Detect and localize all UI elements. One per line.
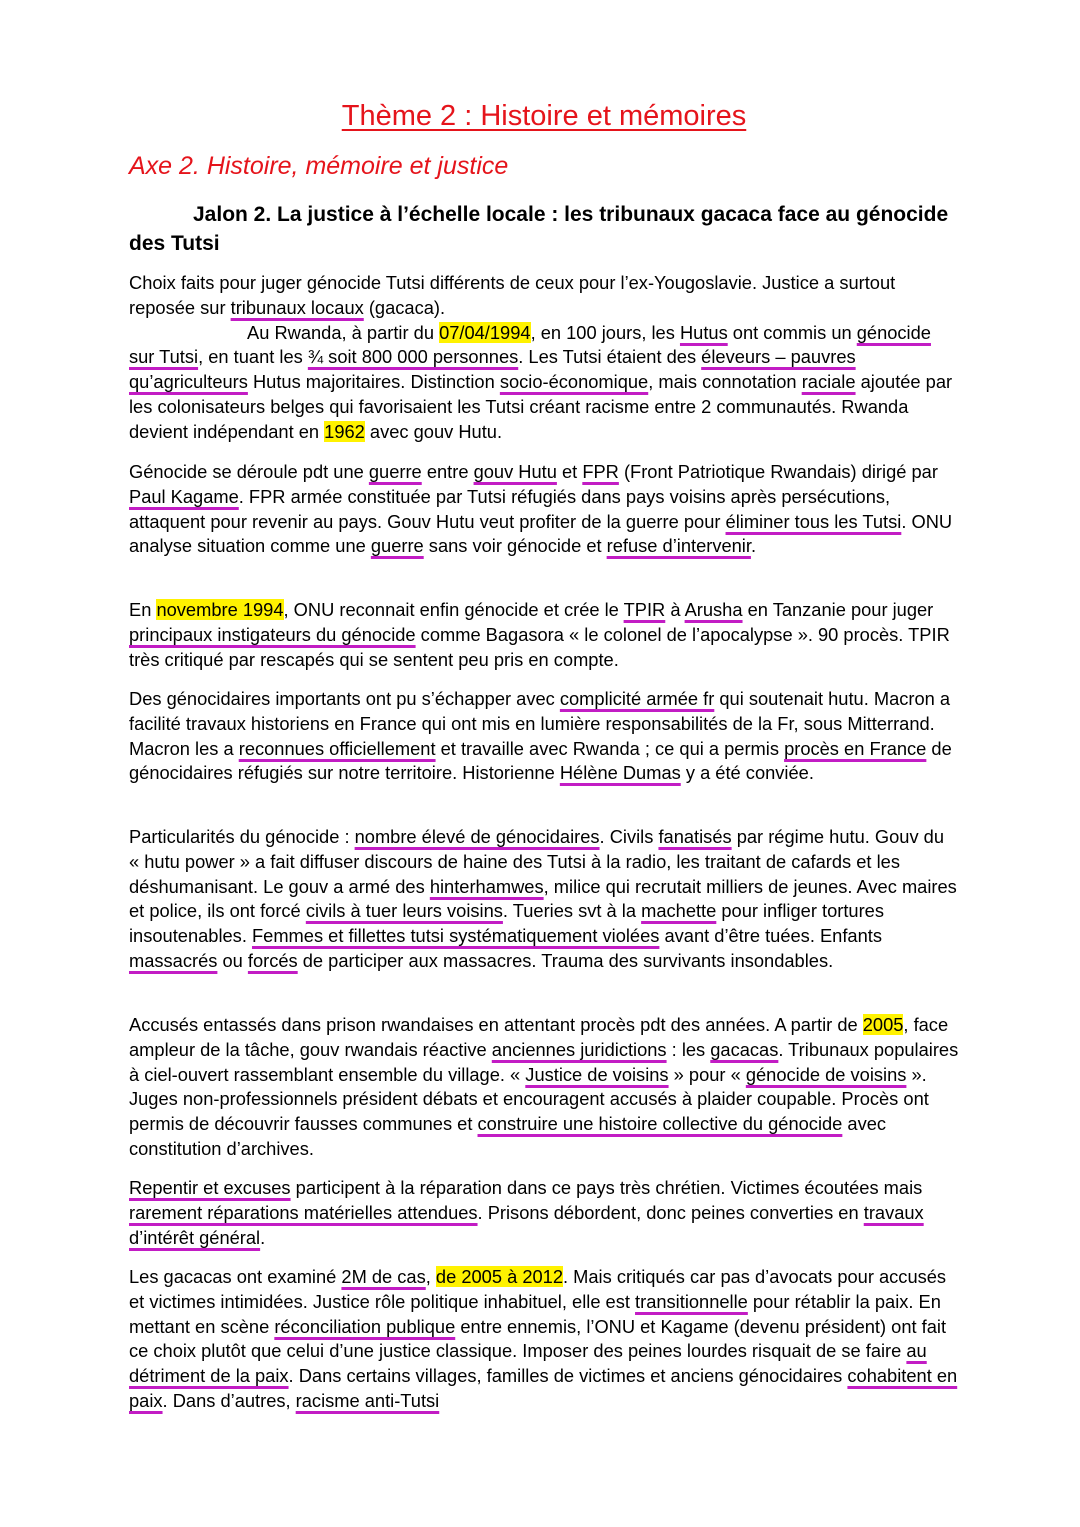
- underlined-term: gacacas: [710, 1038, 779, 1060]
- highlighted-date: 07/04/1994: [439, 321, 531, 343]
- underlined-term: hinterhamwes: [429, 875, 544, 897]
- paragraph-3: En novembre 1994, ONU reconnait enfin génocide et crée le TPIR à Arusha en Tanzanie pour juger principaux instigateurs du génocide comme Bagasora « le colonel de l’apocalypse ». 90 procès. TPIR très critiqué par rescapés qui se sentent peu pris en compte.: [129, 599, 950, 670]
- underlined-term: ¾ soit 800 000 personnes: [307, 346, 519, 368]
- highlighted-date: 2005: [862, 1014, 904, 1035]
- underlined-term: TPIR: [623, 599, 666, 620]
- paragraph-6: Accusés entassés dans prison rwandaises en attentant procès pdt des années. A partir de 2005, face ampleur de la tâche, gouv rwandais réactive anciennes juridictions : les gacacas. Tribunaux populaires à ciel-ouvert rassemblant ensemble du village. « Justice de voisins » pour « génocide de voisins ». Juges non-professionnels président débats et encouragent accusés à plaider coupable. Procès ont permis de découvrir fausses communes et construire une histoire collective du génocide avec constitution d’archives.: [129, 1014, 959, 1159]
- jalon-heading-text: Jalon 2. La justice à l’échelle locale : les tribunaux gacaca face au génocide des Tutsi: [129, 203, 949, 255]
- highlighted-date: novembre 1994: [156, 599, 284, 620]
- underlined-term: cohabitent en paix: [129, 1365, 958, 1411]
- underlined-term: machette: [641, 900, 717, 922]
- paragraph-7: Repentir et excuses participent à la réparation dans ce pays très chrétien. Victimes écoutées mais rarement réparations matérielles attendues. Prisons débordent, donc peines converties en travaux d’intérêt général.: [129, 1177, 924, 1248]
- highlighted-date: de 2005 à 2012: [435, 1266, 563, 1287]
- underlined-term: génocide sur Tutsi: [129, 321, 931, 368]
- underlined-term: socio-économique: [499, 371, 649, 393]
- underlined-term: 2M de cas: [341, 1266, 426, 1287]
- paragraph-8: Les gacacas ont examiné 2M de cas, de 2005 à 2012. Mais critiqués car pas d’avocats pour accusés et victimes intimidées. Justice rôle politique inhabituel, elle est transitionnelle pour rétablir la paix. En mettant en scène réconciliation publique entre ennemis, l’ONU et Kagame (devenu président) ont fait ce choix plutôt que celui d’une justice classique. Imposer des peines lourdes risquait de se faire au détriment de la paix. Dans certains villages, familles de victimes et anciens génocidaires cohabitent en paix. Dans d’autres, racisme anti-Tutsi: [129, 1266, 958, 1411]
- underlined-term: réconciliation publique: [274, 1315, 456, 1337]
- underlined-term: Hutus: [679, 321, 728, 343]
- underlined-term: procès en France: [784, 737, 927, 759]
- paragraph-2: Génocide se déroule pdt une guerre entre gouv Hutu et FPR (Front Patriotique Rwandais) dirigé par Paul Kagame. FPR armée constituée par Tutsi réfugiés dans pays voisins après persécutions, attaquent pour revenir au pays. Gouv Hutu veut profiter de la guerre pour éliminer tous les Tutsi. ONU analyse situation comme une guerre sans voir génocide et refuse d’intervenir.: [129, 461, 953, 557]
- underlined-term: Repentir et excuses: [129, 1177, 291, 1198]
- underlined-term: civils à tuer leurs voisins: [305, 900, 503, 922]
- underlined-term: guerre: [370, 535, 424, 557]
- underlined-term: travaux d’intérêt général: [129, 1201, 924, 1248]
- underlined-term: guerre: [368, 461, 422, 482]
- underlined-term: Paul Kagame: [129, 485, 239, 507]
- jalon-heading: [129, 200, 959, 258]
- underlined-term: Arusha: [684, 599, 743, 620]
- underlined-term: construire une histoire collective du génocide: [477, 1113, 843, 1135]
- underlined-term: Femmes et fillettes tutsi systématiquement violées: [251, 925, 660, 947]
- underlined-term: racisme anti-Tutsi: [295, 1389, 440, 1411]
- underlined-term: FPR: [582, 461, 619, 482]
- page-title: Thème 2 : Histoire et mémoires: [341, 100, 747, 132]
- underlined-term: qu’agriculteurs: [129, 371, 248, 393]
- underlined-term: forcés: [247, 949, 298, 971]
- underlined-term: nombre élevé de génocidaires: [354, 826, 600, 847]
- underlined-term: complicité armée fr: [559, 688, 715, 709]
- underlined-term: transitionnelle: [635, 1290, 748, 1312]
- underlined-term: gouv Hutu: [473, 461, 557, 482]
- underlined-term: massacrés: [129, 949, 218, 971]
- paragraph-1: Choix faits pour juger génocide Tutsi différents de ceux pour l’ex-Yougoslavie. Justice a surtout reposée sur tribunaux locaux (gacaca). Au Rwanda, à partir du 07/04/1994, en 100 jours, les Hutus ont commis un génocide sur Tutsi, en tuant les ¾ soit 800 000 personnes. Les Tutsi étaient des éleveurs – pauvres qu’agriculteurs Hutus majoritaires. Distinction socio-économique, mais connotation raciale ajoutée par les colonisateurs belges qui favorisaient les Tutsi créant racisme entre 2 communautés. Rwanda devient indépendant en 1962 avec gouv Hutu.: [129, 272, 953, 442]
- underlined-term: éliminer tous les Tutsi: [725, 510, 902, 532]
- highlighted-date: 1962: [324, 420, 365, 442]
- paragraph-5: Particularités du génocide : nombre élevé de génocidaires. Civils fanatisés par régime hutu. Gouv du « hutu power » a fait diffuser discours de haine des Tutsi à la radio, les traitant de cafards et les déshumanisant. Le gouv a armé des hinterhamwes, milice qui recrutait milliers de jeunes. Avec maires et police, ils ont forcé civils à tuer leurs voisins. Tueries svt à la machette pour infliger tortures insoutenables. Femmes et fillettes tutsi systématiquement violées avant d’être tuées. Enfants massacrés ou forcés de participer aux massacres. Trauma des survivants insondables.: [129, 826, 957, 971]
- underlined-term: éleveurs – pauvres: [701, 346, 856, 368]
- underlined-term: raciale: [801, 371, 856, 393]
- section-subtitle: Axe 2. Histoire, mémoire et justice: [129, 152, 509, 180]
- underlined-term: au détriment de la paix: [129, 1340, 927, 1387]
- underlined-term: Hélène Dumas: [559, 762, 681, 784]
- underlined-term: anciennes juridictions: [491, 1038, 667, 1060]
- underlined-term: fanatisés: [658, 826, 732, 847]
- paragraph-4: Des génocidaires importants ont pu s’échapper avec complicité armée fr qui soutenait hutu. Macron a facilité travaux historiens en France qui ont mis en lumière responsabilités de la Fr, sous Mitterrand. Macron les a reconnues officiellement et travaille avec Rwanda ; ce qui a permis procès en France de génocidaires réfugiés sur notre territoire. Historienne Hélène Dumas y a été conviée.: [129, 688, 952, 784]
- underlined-term: rarement réparations matérielles attendues: [129, 1201, 478, 1223]
- underlined-term: refuse d’intervenir: [606, 535, 751, 557]
- underlined-term: tribunaux locaux: [230, 296, 364, 318]
- underlined-term: Justice de voisins: [525, 1063, 669, 1085]
- underlined-term: reconnues officiellement: [238, 737, 436, 759]
- underlined-term: génocide de voisins: [745, 1063, 907, 1085]
- underlined-term: principaux instigateurs du génocide: [129, 623, 416, 645]
